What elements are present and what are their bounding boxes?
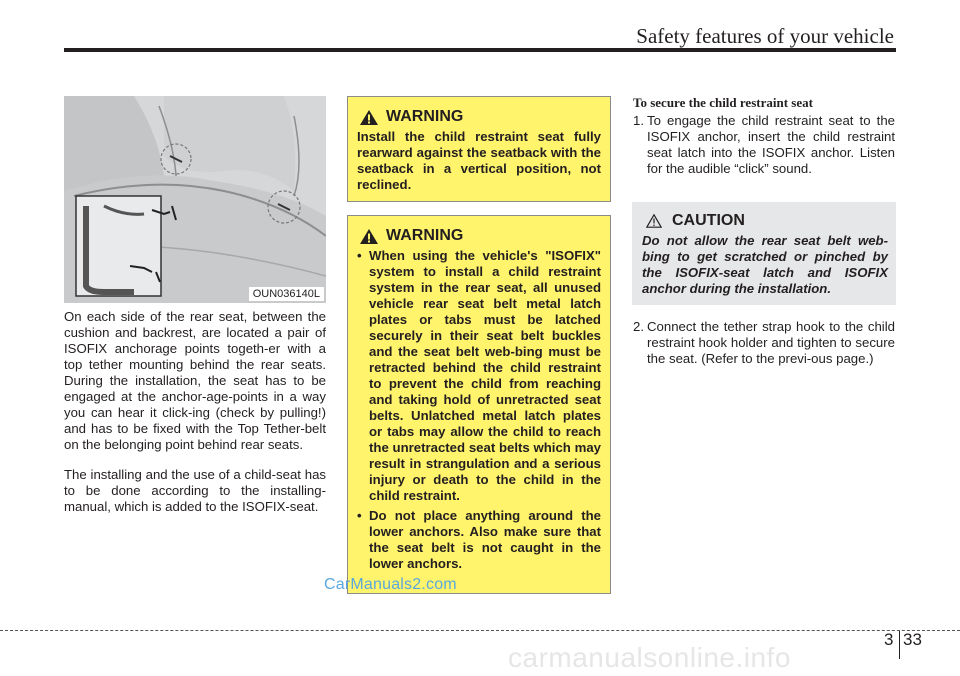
bullet-mark: • xyxy=(357,248,362,263)
warning-box xyxy=(347,96,611,202)
warning-heading xyxy=(360,227,610,245)
warning-text: Install the child restraint seat fully rearward against the seatback with the seatback in a vertical position, not reclined. xyxy=(357,129,601,192)
caution-triangle-icon xyxy=(646,214,662,228)
warning-title: WARNING xyxy=(386,227,464,244)
subheading: To secure the child restraint seat xyxy=(633,95,813,110)
footer-watermark: carmanualsonline.info xyxy=(508,642,791,673)
caution-box xyxy=(632,202,896,305)
seat-drawing xyxy=(64,96,326,303)
warning-triangle-icon xyxy=(360,229,378,244)
warning-triangle-icon xyxy=(360,110,378,125)
bullet-mark: • xyxy=(357,508,362,523)
instruction-step xyxy=(633,113,895,177)
watermark-link[interactable]: CarManuals2.com xyxy=(324,576,457,593)
page-number-divider xyxy=(899,631,900,659)
body-paragraph: The installing and the use of a child-seat has to be done according to the installing-manual, which is added to the ISOFIX-seat. xyxy=(64,467,326,514)
chapter-number: 3 xyxy=(884,630,894,649)
caution-heading xyxy=(646,212,896,230)
caution-title: CAUTION xyxy=(672,212,745,229)
warning-bullet xyxy=(357,248,601,504)
figure-label: OUN036140L xyxy=(249,287,324,301)
caution-text: Do not allow the rear seat belt web-bing to get scratched or pinched by the ISOFIX-seat latch and ISOFIX anchor during the installation. xyxy=(642,233,888,296)
section-title: Safety features of your vehicle xyxy=(636,24,894,48)
header-rule xyxy=(64,48,896,52)
isofix-anchor-illustration xyxy=(64,96,326,303)
footer-rule xyxy=(0,630,960,631)
warning-bullet-text: Do not place anything around the lower anchors. Also make sure that the seat belt is not caught in the lower anchors. xyxy=(369,508,601,571)
step-text: To engage the child restraint seat to the ISOFIX anchor, insert the child restraint seat latch into the ISOFIX anchor. Listen for the audible “click” sound. xyxy=(647,113,895,176)
page-number: 33 xyxy=(903,630,922,649)
warning-bullet-text: When using the vehicle's "ISOFIX" system to install a child restraint system in the rear seat, all unused vehicle rear seat belt metal latch plates or tabs must be latched securely in their seat belt buckles and the seat belt web-bing must be retracted behind the child restraint to prevent the child from reaching and taking hold of unretracted seat belts. Unlatched metal latch plates or tabs may allow the child to reach the unretracted seat belts which may result in strangulation and a serious injury or death to the child in the child restraint. xyxy=(369,248,601,503)
step-text: Connect the tether strap hook to the child restraint hook holder and tighten to secure the seat. (Refer to the previ-ous page.) xyxy=(647,319,895,366)
warning-box xyxy=(347,215,611,594)
warning-heading xyxy=(360,108,610,126)
warning-bullet xyxy=(357,508,601,572)
body-paragraph: On each side of the rear seat, between the cushion and backrest, are located a pair of ISOFIX anchorage points togeth-er with a top tether mounting behind the rear seats. During the installation, the seat has to be engaged at the anchor-age-points in a way you can hear it click-ing (check by pulling!) and has to be fixed with the Top Tether-belt on the belonging point behind rear seats. xyxy=(64,309,326,452)
warning-title: WARNING xyxy=(386,108,464,125)
instruction-step xyxy=(633,319,895,367)
step-number: 2. xyxy=(633,319,644,334)
step-number: 1. xyxy=(633,113,644,128)
